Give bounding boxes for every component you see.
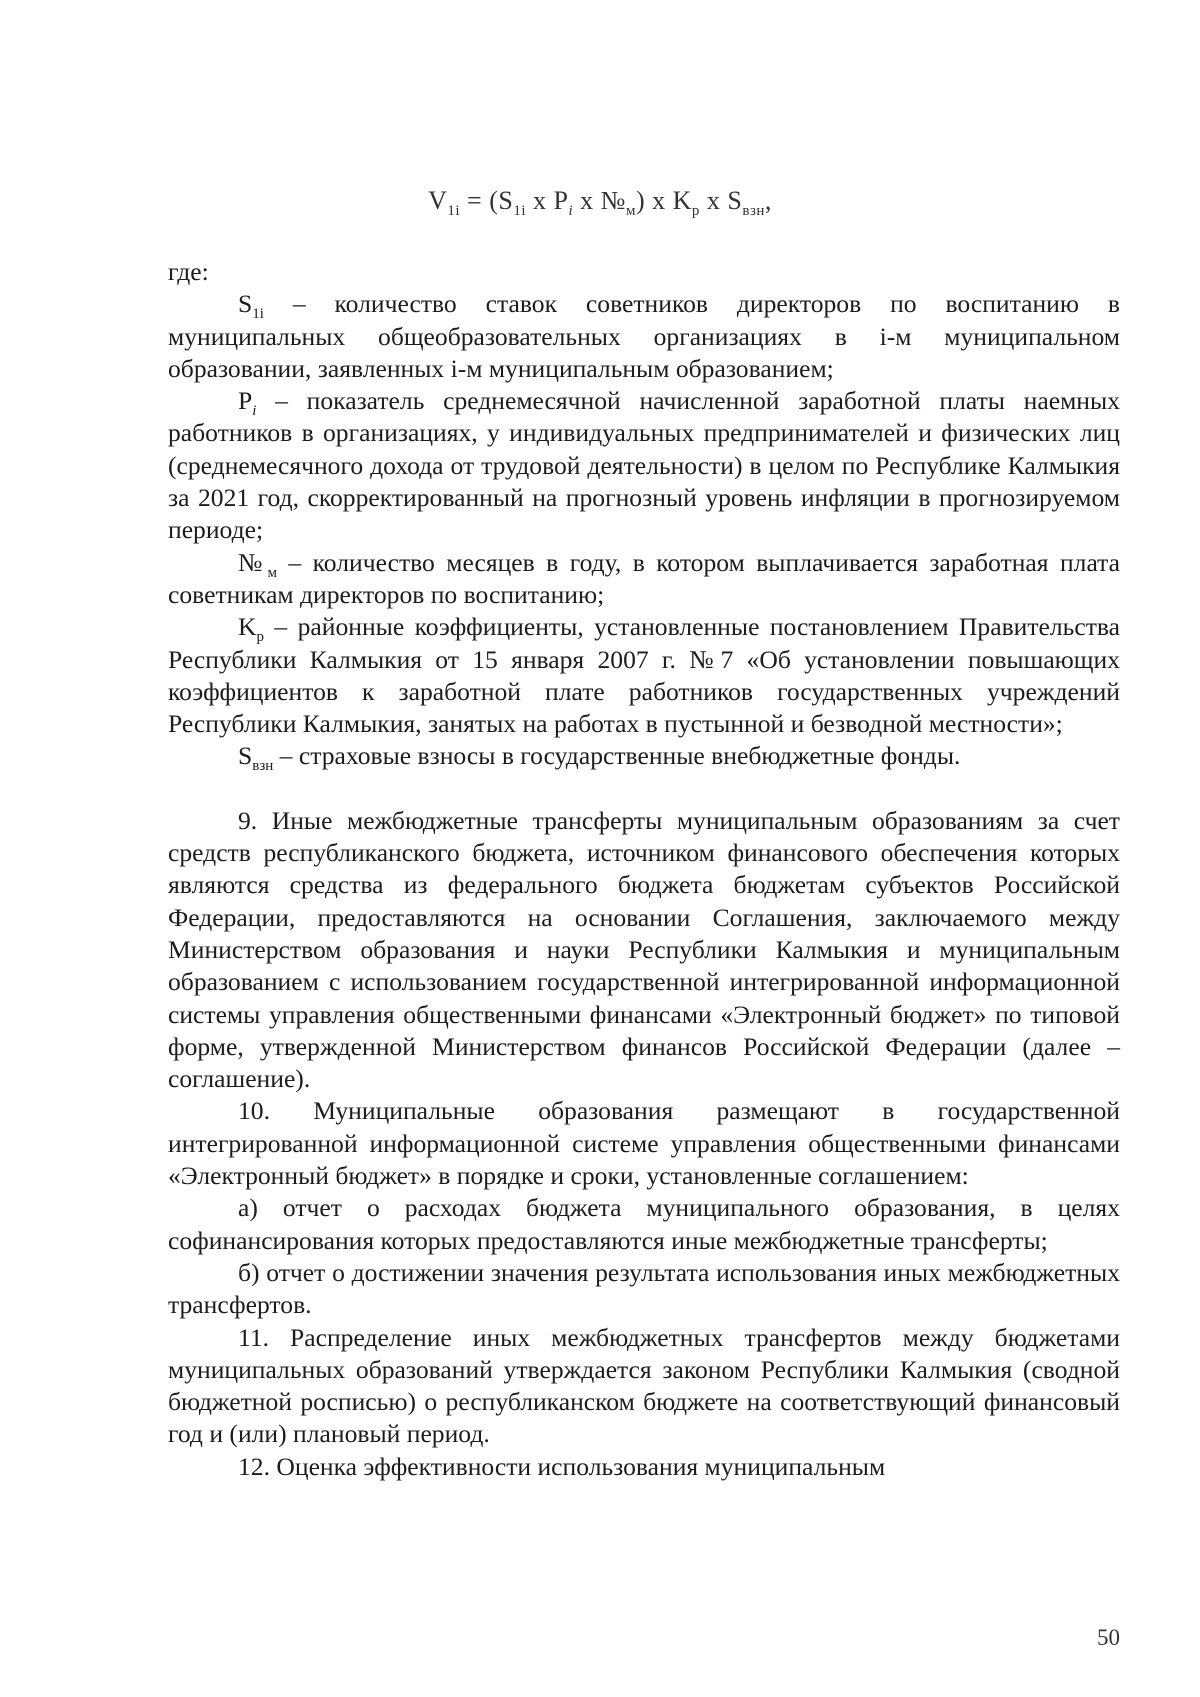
formula-n-sub: м bbox=[625, 203, 636, 220]
paragraph-11: 11. Распределение иных межбюджетных трансфертов между бюджетами муниципальных образований утверждается законом Республики Калмыкия (сводной бюджетной росписью) о республиканском бюджете на соответствующий финансовый год и (или) плановый период. bbox=[168, 1322, 1120, 1449]
symbol: S bbox=[238, 741, 253, 771]
definition-pi bbox=[168, 385, 1120, 546]
symbol-sub: м bbox=[267, 564, 277, 581]
formula-s2-sub: взн bbox=[742, 203, 765, 220]
formula-lhs-sub: 1i bbox=[447, 203, 461, 220]
paragraph-10a: а) отчет о расходах бюджета муниципального образования, в целях софинансирования которых предоставляются иные межбюджетные трансферты; bbox=[168, 1193, 1120, 1255]
symbol-sub: i bbox=[252, 403, 257, 420]
formula-lhs: V bbox=[428, 186, 448, 215]
symbol: K bbox=[238, 612, 257, 642]
formula-times: x bbox=[526, 186, 554, 215]
where-label: где: bbox=[168, 257, 209, 286]
symbol: S bbox=[238, 289, 253, 319]
paragraph-10b: б) отчет о достижении значения результата использования иных межбюджетных трансфертов. bbox=[168, 1257, 1120, 1320]
definition-kp bbox=[168, 611, 1120, 740]
symbol-sub: 1i bbox=[252, 306, 264, 323]
definition-nm bbox=[168, 547, 1120, 612]
formula-k: K bbox=[672, 186, 692, 215]
symbol: № bbox=[238, 547, 268, 577]
formula-times: x bbox=[699, 186, 728, 215]
formula bbox=[0, 186, 1200, 220]
page-number: 50 bbox=[1097, 1625, 1120, 1650]
definition-text: – районные коэффициенты, установленные постановлением Правительства Республики Калмыкия от 15 января 2007 г. №7 «Об установлении повышающих коэффициентов к заработной плате работников государственных учреждений Республики Калмыкия, занятых на работах в пустынной и безводной местности»; bbox=[168, 612, 1120, 739]
paragraph-9: 9. Иные межбюджетные трансферты муниципальным образованиям за счет средств республиканского бюджета, источником финансового обеспечения которых являются средства из федерального бюджета бюджетам субъектов Российской Федерации, предоставляются на основании Соглашения, заключаемого между Министерством образования и науки Республики Калмыкия и муниципальным образованием с использованием государственной интегрированной информационной системы управления общественными финансами «Электронный бюджет» по типовой форме, утвержденной Министерством финансов Российской Федерации (далее – соглашение). bbox=[168, 805, 1120, 1094]
body-text bbox=[168, 256, 1120, 1483]
formula-p: P bbox=[553, 186, 569, 215]
symbol-sub: p bbox=[256, 629, 264, 646]
paragraph-12: 12. Оценка эффективности использования муниципальным bbox=[238, 1451, 886, 1481]
formula-k-sub: p bbox=[691, 203, 700, 220]
symbol: P bbox=[238, 386, 253, 416]
formula-s-sub: 1i bbox=[513, 203, 526, 220]
definition-text: – количество ставок советников директоров по воспитанию в муниципальных общеобразовательных организациях в i-м муниципальном образовании, заявленных i-м муниципальным образованием; bbox=[168, 289, 1120, 383]
paragraph-gap bbox=[168, 773, 1120, 805]
formula-s2: S bbox=[727, 186, 743, 215]
formula-times: x bbox=[573, 186, 601, 215]
definition-s1i bbox=[168, 288, 1120, 385]
formula-s: S bbox=[498, 186, 514, 215]
formula-eq: = ( bbox=[460, 186, 499, 215]
formula-n: № bbox=[600, 186, 626, 215]
definition-text: – страховые взносы в государственные внебюджетные фонды. bbox=[273, 741, 961, 771]
definition-svzn bbox=[168, 740, 1120, 775]
symbol-sub: взн bbox=[252, 758, 274, 775]
formula-close: ) x bbox=[635, 186, 673, 215]
definition-text: – количество месяцев в году, в котором выплачивается заработная плата советникам директоров по воспитанию; bbox=[168, 547, 1120, 609]
formula-tail: , bbox=[764, 186, 772, 215]
formula-p-sub: i bbox=[568, 203, 574, 220]
definition-text: – показатель среднемесячной начисленной заработной платы наемных работников в организациях, у индивидуальных предпринимателей и физических лиц (среднемесячного дохода от трудовой деятельности) в целом по Республике Калмыкия за 2021 год, скорректированный на прогнозный уровень инфляции в прогнозируемом периоде; bbox=[168, 386, 1120, 545]
paragraph-10: 10. Муниципальные образования размещают в государственной интегрированной информационной системе управления общественными финансами «Электронный бюджет» в порядке и сроки, установленные соглашением: bbox=[168, 1096, 1120, 1191]
